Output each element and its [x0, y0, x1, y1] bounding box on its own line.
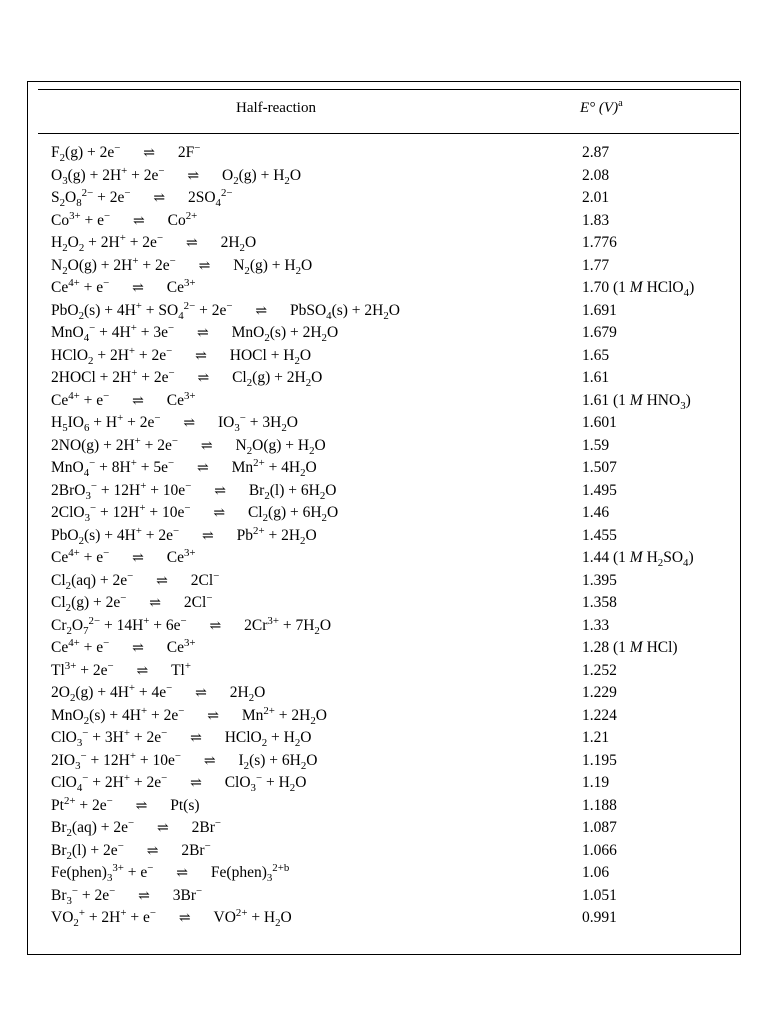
table-row — [51, 480, 741, 503]
half-reaction — [51, 772, 306, 796]
half-reaction — [51, 525, 317, 549]
products: Tl+ — [171, 659, 191, 679]
half-reaction — [51, 457, 317, 481]
table-row — [51, 885, 741, 908]
products: $Ce^{3+}$ — [166, 547, 196, 566]
equilibrium-arrow-icon: ⇌ — [156, 573, 168, 589]
table-body — [51, 142, 741, 930]
equilibrium-arrow-icon: ⇌ — [195, 686, 207, 701]
half-reaction — [51, 660, 191, 684]
table-row — [51, 862, 741, 885]
equilibrium-arrow-icon: ⇌ — [136, 663, 149, 679]
table-row — [51, 592, 741, 615]
table-row — [51, 727, 741, 750]
reactants: MnO$_4$− + 8H+ + 5e− — [51, 457, 175, 479]
half-reaction — [51, 570, 219, 594]
top-rule — [38, 89, 739, 90]
standard-potential: 1.44 (1 M $H_2SO_4$) — [582, 549, 694, 569]
equilibrium-arrow-icon: ⇌ — [197, 371, 210, 386]
standard-potential: 1.28 (1 M HCl) — [582, 639, 678, 656]
reactants: MnO$_4$− + 4H+ + 3e− — [51, 322, 175, 344]
standard-potential: 0.991 — [582, 909, 617, 926]
standard-potential: 1.46 — [582, 504, 610, 521]
half-reaction — [51, 255, 312, 279]
equilibrium-arrow-icon: ⇌ — [178, 911, 191, 926]
standard-potential: 1.691 — [582, 301, 617, 319]
reactants: $Ce^{4+} + e^-$ — [51, 637, 110, 656]
standard-potential: 1.59 — [582, 436, 610, 454]
standard-potential: 1.195 — [582, 751, 617, 769]
reactants: ClO$_4$− + 2H+ + 2e− — [51, 772, 168, 794]
half-reaction — [51, 615, 331, 639]
reactants: ClO$_3$− + 3H+ + 2e− — [51, 727, 168, 749]
reactants: 2NO(g) + 2H+ + 2e− — [51, 434, 179, 454]
products: $Ce^{3+}$ — [166, 277, 196, 296]
products: 2Br− — [181, 839, 211, 859]
table-row — [51, 840, 741, 863]
table-row — [51, 525, 741, 548]
table-row — [51, 615, 741, 638]
equilibrium-arrow-icon: ⇌ — [255, 303, 268, 319]
half-reaction — [51, 435, 326, 459]
half-reaction — [51, 322, 338, 346]
table-row — [51, 435, 741, 458]
products: $2Cr^{3+} + 7H_2O$ — [244, 614, 332, 637]
products: HClO$_2$ + $H_2O$ — [224, 729, 312, 749]
products: $Ce^{3+}$ — [166, 637, 196, 656]
standard-potential: 2.01 — [582, 189, 610, 206]
products: $I_2(s) + 6H_2O$ — [238, 751, 318, 772]
table-row — [51, 772, 741, 795]
reactants: $PbO_2(s) + 4H^+ + SO_4^{2-} + 2e^-$ — [51, 299, 233, 322]
products: $2H_2O$ — [220, 234, 257, 254]
products: $IO_3^- + 3H_2O$ — [217, 412, 298, 434]
products: $VO^{2+} + H_2O$ — [213, 907, 292, 929]
column-header-potential — [580, 100, 623, 117]
half-reaction — [51, 592, 212, 616]
table-row — [51, 705, 741, 728]
table-row — [51, 457, 741, 480]
products: 2F− — [177, 142, 201, 161]
equilibrium-arrow-icon: ⇌ — [157, 821, 169, 836]
standard-potential: 1.224 — [582, 706, 617, 724]
equilibrium-arrow-icon: ⇌ — [153, 191, 166, 206]
half-reaction — [51, 547, 196, 571]
reactants: $2O_2(g) + 4H^+ + 4e^-$ — [51, 682, 173, 704]
table-row — [51, 367, 741, 390]
half-reaction — [51, 367, 322, 391]
standard-potential: 1.395 — [582, 571, 617, 589]
standard-potential: 1.61 — [582, 369, 610, 386]
standard-potential: 1.601 — [582, 414, 617, 431]
equilibrium-arrow-icon: ⇌ — [207, 708, 219, 724]
potential-footnote-mark: a — [618, 98, 623, 110]
equilibrium-arrow-icon: ⇌ — [196, 461, 209, 476]
standard-potential: 1.051 — [582, 886, 617, 904]
reactants: 2ClO$_3$− + 12H+ + 10e− — [51, 502, 191, 524]
equilibrium-arrow-icon: ⇌ — [203, 753, 216, 769]
products: HOCl + $H_2O$ — [229, 346, 312, 367]
products: $2SO_4^{2-}$ — [187, 187, 233, 209]
standard-potential: 1.77 — [582, 256, 610, 274]
reactants: $O_3(g) + 2H^+ + 2e^-$ — [51, 164, 165, 187]
reactants: $Fe(phen)_3^{3+} + e^-$ — [51, 862, 154, 884]
reactants: $2IO_3^- + 12H^+ + 10e^-$ — [51, 749, 181, 772]
products: $Co^{2+}$ — [167, 209, 198, 229]
half-reaction — [51, 165, 301, 189]
standard-potential: 1.776 — [582, 234, 617, 251]
reactants: 2BrO$_3$− + 12H+ + 10e− — [51, 479, 192, 502]
products: $Mn^{2+} + 4H_2O$ — [231, 457, 317, 479]
equilibrium-arrow-icon: ⇌ — [198, 258, 211, 274]
equilibrium-arrow-icon: ⇌ — [149, 596, 162, 611]
reactants: $Ce^{4+} + e^-$ — [51, 389, 110, 409]
reactants: $S_2O_8^{2-} + 2e^-$ — [51, 187, 131, 209]
products: Pt(s) — [170, 796, 200, 814]
standard-potential: 1.358 — [582, 594, 617, 611]
equilibrium-arrow-icon: ⇌ — [213, 506, 226, 521]
standard-potential: 1.066 — [582, 841, 617, 859]
half-reaction — [51, 300, 400, 324]
header-rule — [38, 133, 739, 134]
reactants: $H_2O_2 + 2H^+ + 2e^-$ — [51, 232, 164, 254]
products: PbSO$_4$(s) + $2H_2O$ — [289, 301, 400, 322]
reactants: $Br_3^- + 2e^-$ — [51, 884, 116, 907]
reactants: PbO$_2$(s) + 4H+ + 2e− — [51, 524, 180, 547]
products: $Fe(phen)_3^{2+b}$ — [210, 862, 290, 884]
reactants: $Cr_2O_7^{2-} + 14H^+ + 6e^-$ — [51, 614, 187, 637]
standard-potential: 1.252 — [582, 661, 617, 679]
standard-potential: 1.21 — [582, 729, 610, 746]
reactants: $F_2(g) + 2e^-$ — [51, 142, 121, 164]
reactants: $VO_2^+ + 2H^+ + e^-$ — [51, 907, 156, 929]
reactants: HClO$_2$ + 2H+ + 2e− — [51, 344, 173, 367]
table-row — [51, 142, 741, 165]
table-row — [51, 390, 741, 413]
standard-potential: 1.19 — [582, 774, 610, 791]
reactants: $Cl_2(g) + 2e^-$ — [51, 592, 127, 614]
half-reaction — [51, 412, 298, 436]
half-reaction — [51, 142, 200, 166]
products: 2Cl− — [190, 569, 220, 589]
table-row — [51, 187, 741, 210]
table-row — [51, 232, 741, 255]
table-row — [51, 660, 741, 683]
half-reaction — [51, 187, 233, 211]
equilibrium-arrow-icon: ⇌ — [187, 168, 200, 184]
equilibrium-arrow-icon: ⇌ — [132, 281, 144, 296]
reactants: $Cl_2(aq) + 2e^-$ — [51, 569, 134, 592]
products: $Cl_2(g) + 6H_2O$ — [247, 504, 339, 524]
standard-potential: 1.33 — [582, 616, 610, 634]
half-reaction — [51, 705, 327, 729]
equilibrium-arrow-icon: ⇌ — [195, 348, 207, 364]
products: $Ce^{3+}$ — [166, 389, 196, 409]
products: $Mn^{2+} + 2H_2O$ — [241, 704, 327, 727]
products: $Cl_2(g) + 2H_2O$ — [232, 369, 323, 389]
standard-potential: 1.06 — [582, 864, 610, 881]
standard-potential: 1.83 — [582, 211, 610, 229]
reactants: $Br_2(aq) + 2e^-$ — [51, 817, 135, 839]
products: 2Br− — [191, 817, 221, 836]
equilibrium-arrow-icon: ⇌ — [132, 393, 144, 409]
equilibrium-arrow-icon: ⇌ — [190, 776, 202, 791]
standard-potential: 2.87 — [582, 144, 610, 161]
half-reaction — [51, 840, 211, 864]
table-row — [51, 300, 741, 323]
products: $Pb^{2+} + 2H_2O$ — [236, 524, 317, 547]
products: $ClO_3^- + H_2O$ — [224, 772, 307, 794]
half-reaction — [51, 232, 256, 256]
table-row — [51, 345, 741, 368]
products: $N_2(g) + H_2O$ — [233, 256, 313, 277]
half-reaction — [51, 727, 311, 751]
half-reaction — [51, 862, 289, 886]
reactants: $H_5IO_6 + H^+ + 2e^-$ — [51, 412, 161, 434]
reactants: $Co^{3+} + e^-$ — [51, 209, 111, 229]
equilibrium-arrow-icon: ⇌ — [176, 866, 189, 881]
column-header-half-reaction: Half-reaction — [236, 100, 316, 116]
reactants: $Ce^{4+} + e^-$ — [51, 547, 110, 566]
half-reaction — [51, 480, 336, 504]
standard-potential: 1.61 (1 M $HNO_3$) — [582, 391, 691, 412]
equilibrium-arrow-icon: ⇌ — [138, 888, 150, 904]
reactants: $Ce^{4+} + e^-$ — [51, 277, 110, 296]
equilibrium-arrow-icon: ⇌ — [133, 213, 145, 229]
half-reaction — [51, 390, 196, 414]
table-row — [51, 570, 741, 593]
products: 3Br− — [172, 884, 203, 904]
products: $O_2(g) + H_2O$ — [222, 166, 302, 187]
equilibrium-arrow-icon: ⇌ — [132, 641, 144, 656]
table-row — [51, 322, 741, 345]
products: 2Cl− — [183, 592, 213, 611]
equilibrium-arrow-icon: ⇌ — [200, 438, 213, 454]
equilibrium-arrow-icon: ⇌ — [132, 551, 144, 566]
standard-potential: 1.70 (1 M HClO$_4$) — [582, 279, 695, 299]
half-reaction — [51, 885, 202, 909]
equilibrium-arrow-icon: ⇌ — [190, 731, 202, 746]
standard-potential: 1.087 — [582, 819, 617, 836]
half-reaction — [51, 682, 265, 706]
standard-potential: 2.08 — [582, 166, 610, 184]
half-reaction — [51, 817, 221, 841]
table-row — [51, 277, 741, 300]
potential-header-label: E° (V) — [580, 100, 619, 116]
table-row — [51, 795, 741, 818]
standard-potential: 1.455 — [582, 526, 617, 544]
equilibrium-arrow-icon: ⇌ — [146, 843, 159, 859]
reactants: 2HOCl + 2H+ + 2e− — [51, 367, 175, 386]
standard-potential: 1.65 — [582, 346, 610, 364]
standard-potential: 1.679 — [582, 324, 617, 341]
reactants: $N_2O(g) + 2H^+ + 2e^-$ — [51, 254, 176, 277]
standard-potential: 1.188 — [582, 796, 617, 814]
half-reaction — [51, 210, 197, 234]
equilibrium-arrow-icon: ⇌ — [183, 416, 196, 431]
table-row — [51, 255, 741, 278]
table-row — [51, 682, 741, 705]
table-row — [51, 750, 741, 773]
standard-potential: 1.229 — [582, 684, 617, 701]
table-row — [51, 502, 741, 525]
reactants: MnO$_2$(s) + 4H+ + 2e− — [51, 704, 185, 727]
standard-potential: 1.507 — [582, 459, 617, 476]
half-reaction — [51, 502, 338, 526]
products: $MnO_2(s) + 2H_2O$ — [231, 324, 339, 344]
reactants: $Pt^{2+} + 2e^-$ — [51, 794, 113, 814]
reactants: $Br_2(l) + 2e^-$ — [51, 839, 124, 862]
table-row — [51, 817, 741, 840]
half-reaction — [51, 750, 317, 774]
half-reaction — [51, 345, 311, 369]
half-reaction — [51, 907, 292, 931]
equilibrium-arrow-icon: ⇌ — [214, 483, 226, 499]
half-reaction — [51, 277, 196, 301]
products: $2H_2O$ — [229, 684, 266, 704]
half-reaction — [51, 795, 200, 819]
table-row — [51, 547, 741, 570]
table-row — [51, 412, 741, 435]
equilibrium-arrow-icon: ⇌ — [196, 326, 209, 341]
table-row — [51, 165, 741, 188]
equilibrium-arrow-icon: ⇌ — [202, 528, 214, 544]
table-row — [51, 637, 741, 660]
equilibrium-arrow-icon: ⇌ — [185, 236, 198, 251]
reactants: $Tl^{3+} + 2e^-$ — [51, 659, 114, 679]
standard-potential: 1.495 — [582, 481, 617, 499]
half-reaction — [51, 637, 196, 661]
equilibrium-arrow-icon: ⇌ — [135, 798, 148, 814]
equilibrium-arrow-icon: ⇌ — [143, 146, 155, 161]
table-row — [51, 907, 741, 930]
table-row — [51, 210, 741, 233]
products: $N_2O(g) + H_2O$ — [235, 436, 326, 457]
equilibrium-arrow-icon: ⇌ — [209, 618, 222, 634]
products: $Br_2(l) + 6H_2O$ — [248, 481, 337, 502]
